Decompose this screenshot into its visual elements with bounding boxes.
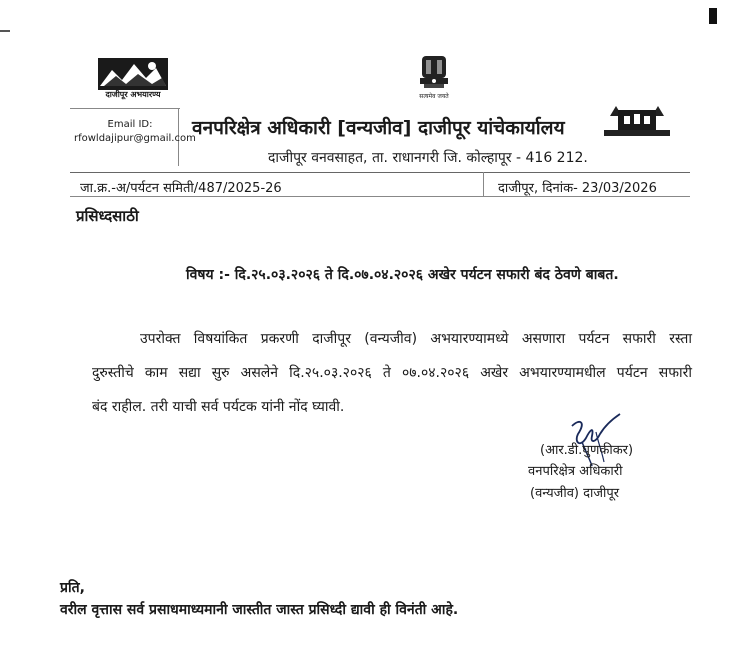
sanctuary-logo-text: दाजीपूर अभयारण्य [105,90,161,99]
forest-department-logo [604,100,670,140]
subject-line: विषय :- दि.२५.०३.२०२६ ते दि.०७.०४.२०२६ अखेर पर्यटन सफारी बंद ठेवणे बाबत. [186,267,619,283]
recipient-label: प्रति, [60,580,85,596]
publication-request: वरील वृत्तास सर्व प्रसाधमाध्यमानी जास्तीत जास्त प्रसिध्दी द्यावी ही विनंती आहे. [60,602,459,618]
office-address: दाजीपूर वनवसाहत, ता. राधानगरी जि. कोल्हापूर - 416 212. [268,150,588,166]
emblem-motto: सत्यमेव जयते [419,93,449,100]
body-line: दुरुस्तीचे काम सद्या सुरु असलेने दि.२५.०३.२०२६ ते ०७.०४.२०२६ अखेर अभयारण्यामधील पर्यटन सफारी [92,365,692,381]
letter-body [92,322,692,424]
email-address: rfowldajipur@gmail.com [74,133,196,144]
signatory-name: (आर.डी.घुणकीकर) [540,443,634,458]
body-line: उपरोक्त विषयांकित प्रकरणी दाजीपूर (वन्यजीव) अभयारण्यामध्ये असणारा पर्यटन सफारी रस्ता [140,331,692,347]
reference-date: दाजीपूर, दिनांक- 23/03/2026 [498,181,657,196]
rule-email-top [70,108,180,109]
rule-ref-top [70,172,690,173]
reference-number: जा.क्र.-अ/पर्यटन समिती/487/2025-26 [80,181,282,196]
rule-ref-divider [483,172,484,196]
scan-corner-mark [709,8,717,24]
email-label: Email ID: [107,119,153,130]
signatory-designation: वनपरिक्षेत्र अधिकारी [528,464,623,479]
signatory-office: (वन्यजीव) दाजीपूर [530,486,620,501]
office-title: वनपरिक्षेत्र अधिकारी [वन्यजीव] दाजीपूर यांचेकार्यालय [192,117,565,139]
body-line: बंद राहील. तरी याची सर्व पर्यटक यांनी नोंद घ्यावी. [92,399,345,415]
scan-edge-mark [0,30,10,32]
rule-ref-bottom [70,196,690,197]
for-publication-heading: प्रसिध्दसाठी [76,207,139,225]
